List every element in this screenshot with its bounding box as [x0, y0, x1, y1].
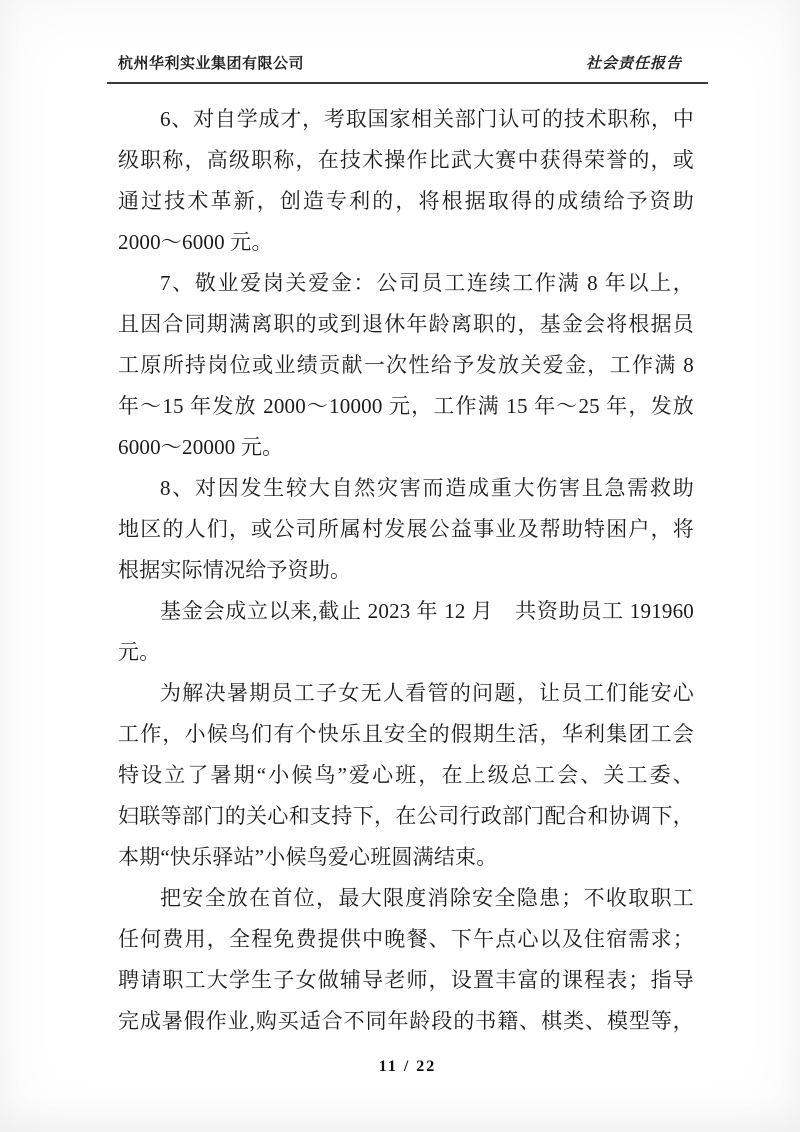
- body-text: [107, 99, 708, 1042]
- paragraph: [118, 878, 694, 1042]
- text-line: 6000～20000 元。: [118, 435, 284, 459]
- paragraph: [118, 673, 694, 878]
- text-line: 妇联等部门的关心和支持下，在公司行政部门配合和协调下，: [118, 804, 694, 828]
- page-number: 11 / 22: [378, 1058, 437, 1075]
- text-line: 基金会成立以来,截止 2023 年 12 月 共资助员工 191960: [160, 599, 694, 623]
- text-line: 工原所持岗位或业绩贡献一次性给予发放关爱金，工作满 8: [118, 353, 694, 377]
- text-line: 本期“快乐驿站”小候鸟爱心班圆满结束。: [118, 845, 498, 869]
- text-line: 工作，小候鸟们有个快乐且安全的假期生活，华利集团工会: [118, 722, 694, 746]
- text-line: 为解决暑期员工子女无人看管的问题，让员工们能安心: [160, 681, 694, 705]
- text-line: 且因合同期满离职的或到退休年龄离职的，基金会将根据员: [118, 312, 694, 336]
- text-line: 把安全放在首位，最大限度消除安全隐患；不收取职工: [160, 886, 694, 910]
- text-line: 地区的人们，或公司所属村发展公益事业及帮助特困户，将: [118, 517, 694, 541]
- report-title: 社会责任报告: [585, 56, 682, 72]
- text-line: 聘请职工大学生子女做辅导老师，设置丰富的课程表；指导: [118, 968, 694, 992]
- text-line: 根据实际情况给予资助。: [118, 558, 352, 582]
- text-line: 特设立了暑期“小候鸟”爱心班，在上级总工会、关工委、: [118, 763, 694, 787]
- header-rule: [107, 82, 708, 84]
- paragraph: [118, 468, 694, 591]
- text-line: 7、敬业爱岗关爱金：公司员工连续工作满 8 年以上，: [160, 271, 694, 295]
- paragraph: [118, 591, 694, 673]
- company-name: 杭州华利实业集团有限公司: [118, 55, 305, 72]
- paragraph: [118, 263, 694, 468]
- text-line: 元。: [118, 640, 161, 664]
- text-line: 年～15 年发放 2000～10000 元，工作满 15 年～25 年，发放: [118, 394, 694, 418]
- page-header: [107, 0, 708, 73]
- paragraph: [118, 99, 694, 263]
- text-line: 6、对自学成才，考取国家相关部门认可的技术职称，中: [160, 107, 694, 131]
- text-line: 完成暑假作业,购买适合不同年龄段的书籍、棋类、模型等，: [118, 1009, 694, 1033]
- text-line: 通过技术革新，创造专利的，将根据取得的成绩给予资助: [118, 189, 694, 213]
- text-line: 2000～6000 元。: [118, 230, 273, 254]
- page-content: [107, 0, 708, 1076]
- text-line: 8、对因发生较大自然灾害而造成重大伤害且急需救助: [160, 476, 694, 500]
- text-line: 任何费用，全程免费提供中晚餐、下午点心以及住宿需求；: [118, 927, 694, 951]
- text-line: 级职称，高级职称，在技术操作比武大赛中获得荣誉的，或: [118, 148, 694, 172]
